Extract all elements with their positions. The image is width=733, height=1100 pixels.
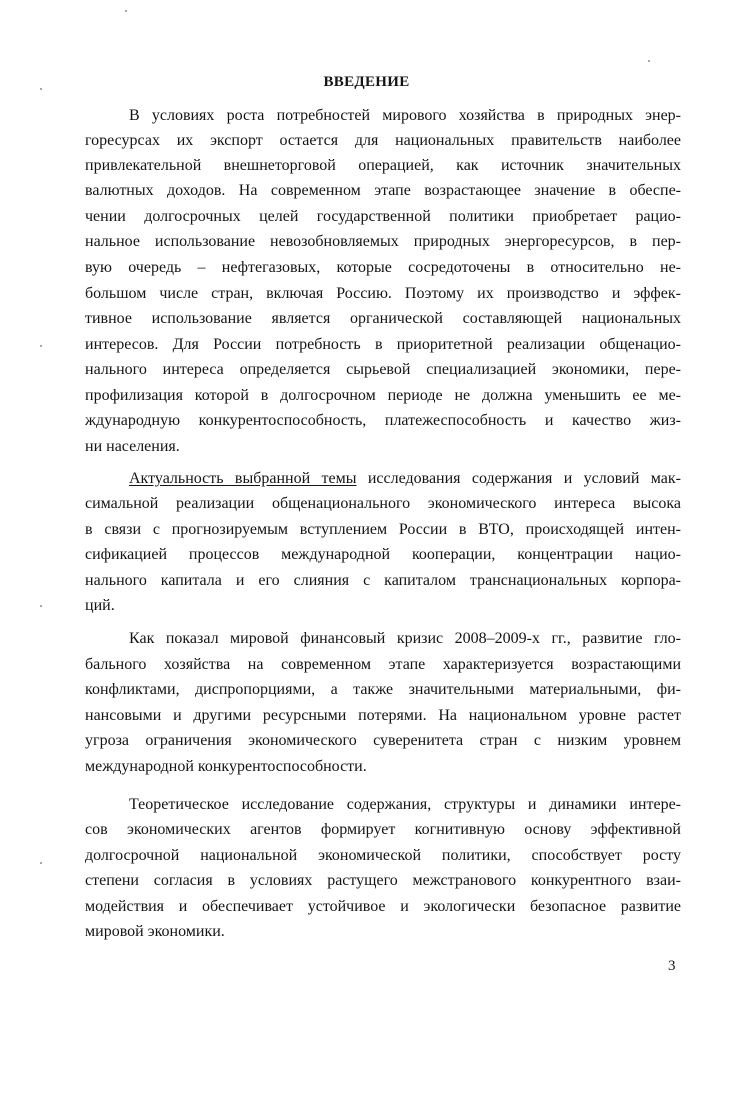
text-line: нансовыми и другими ресурсными потерями. На национальном уровне растет: [85, 707, 681, 724]
text-line: сов экономических агентов формирует когнитивную основу эффективной: [85, 821, 681, 838]
scan-speck: [40, 862, 42, 864]
text-line: большом числе стран, включая Россию. Поэтому их производство и эффек-: [85, 285, 681, 302]
text-line: ждународную конкурентоспособность, платежеспособность и качество жиз-: [85, 412, 681, 429]
text-span: исследования содержания и условий мак-: [356, 470, 682, 487]
scan-speck: [125, 10, 127, 12]
text-line: тивное использование является органической составляющей национальных: [85, 310, 681, 327]
text-line: нального капитала и его слияния с капиталом транснациональных корпора-: [85, 572, 681, 589]
text-line: вую очередь – нефтегазовых, которые сосредоточены в относительно не-: [85, 259, 681, 276]
underlined-phrase: Актуальность выбранной темы: [129, 470, 357, 487]
section-heading: ВВЕДЕНИЕ: [323, 74, 410, 90]
text-line: Как показал мировой финансовый кризис 2008–2009-х гг., развитие гло-: [129, 630, 681, 647]
text-line: Теоретическое исследование содержания, структуры и динамики интере-: [129, 796, 681, 813]
text-line: чении долгосрочных целей государственной политики приобретает рацио-: [85, 208, 681, 225]
text-line: интересов. Для России потребность в приоритетной реализации общенацио-: [85, 336, 681, 353]
text-line: долгосрочной национальной экономической политики, способствует росту: [85, 847, 681, 864]
text-line: степени согласия в условиях растущего межстранового конкурентного взаи-: [85, 872, 681, 889]
text-line: горесурсах их экспорт остается для национальных правительств наиболее: [85, 132, 681, 149]
scan-speck: [648, 60, 650, 62]
text-line: модействия и обеспечивает устойчивое и экологически безопасное развитие: [85, 898, 681, 915]
text-line: международной конкурентоспособности.: [85, 758, 367, 775]
text-line: угроза ограничения экономического суверенитета стран с низким уровнем: [85, 732, 681, 749]
text-line: валютных доходов. На современном этапе возрастающее значение в обеспе-: [85, 182, 681, 199]
text-line: ций.: [85, 597, 115, 614]
text-line: В условиях роста потребностей мирового хозяйства в природных энер-: [129, 107, 681, 124]
text-line: мировой экономики.: [85, 923, 225, 940]
text-line: конфликтами, диспропорциями, а также значительными материальными, фи-: [85, 681, 681, 698]
text-line: профилизация которой в долгосрочном периоде не должна уменьшить ее ме-: [85, 387, 681, 404]
text-line: ни населения.: [85, 438, 180, 455]
text-line: привлекательной внешнеторговой операцией, как источник значительных: [85, 157, 681, 174]
text-line: [129, 469, 681, 489]
scan-speck: [40, 605, 42, 607]
text-line: сификацией процессов международной кооперации, концентрации нацио-: [85, 546, 681, 563]
scan-speck: [40, 88, 42, 90]
text-line: нального интереса определяется сырьевой специализацией экономики, пере-: [85, 361, 681, 378]
text-line: нальное использование невозобновляемых природных энергоресурсов, в пер-: [85, 233, 681, 250]
text-line: симальной реализации общенационального экономического интереса высока: [85, 495, 681, 512]
page-number: 3: [668, 958, 676, 974]
scan-speck: [40, 345, 42, 347]
text-line: бального хозяйства на современном этапе характеризуется возрастающими: [85, 656, 681, 673]
text-line: в связи с прогнозируемым вступлением России в ВТО, происходящей интен-: [85, 521, 681, 538]
